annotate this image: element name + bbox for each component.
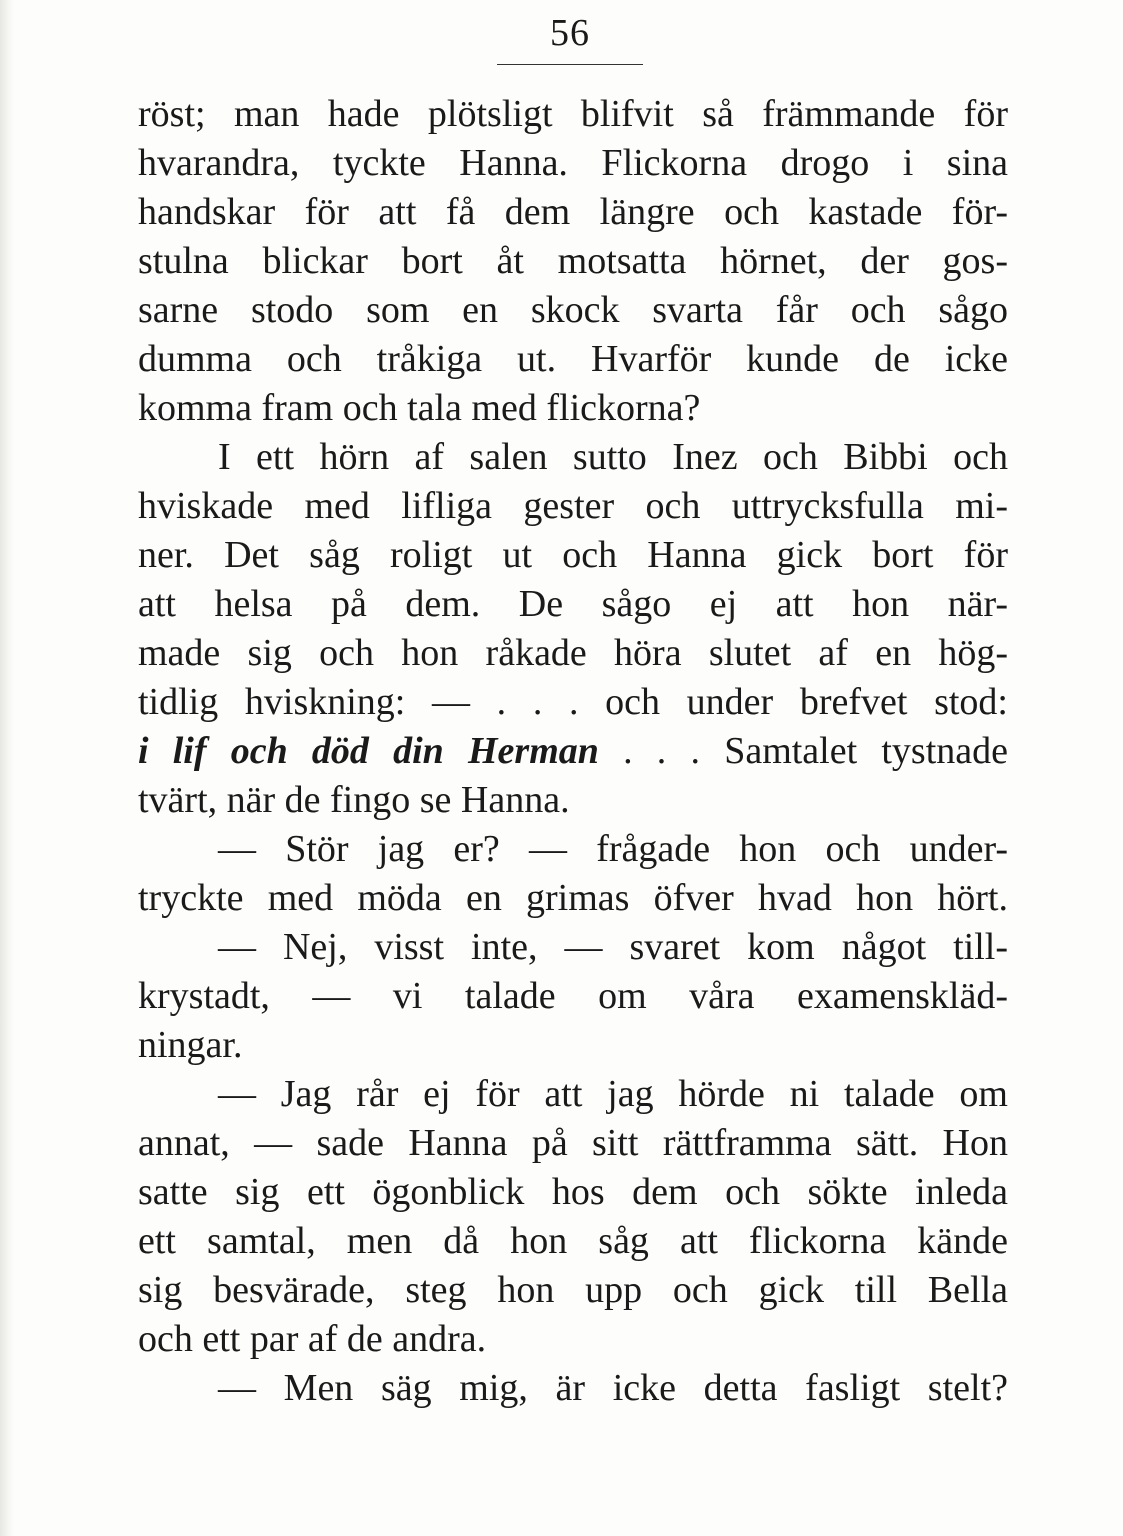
text-line-2: hvarandra, tyckte Hanna. Flickorna drogo i sina [138,142,1008,184]
text-line-1: röst; man hade plötsligt blifvit så främmande för [138,93,1008,135]
text-line-4: stulna blickar bort åt motsatta hörnet, der gos- [138,240,1008,282]
text-line-22: annat, — sade Hanna på sitt rättframma sätt. Hon [138,1122,1008,1164]
text-line-5: sarne stodo som en skock svarta får och sågo [138,289,1008,331]
text-line-19: krystadt, — vi talade om våra examenskläd- [138,975,1008,1017]
text-line-17: tryckte med möda en grimas öfver hvad hon hört. [138,877,1008,919]
text-line-27: — Men säg mig, är icke detta fasligt stelt? [218,1367,1008,1409]
text-line-16: — Stör jag er? — frågade hon och under- [218,828,1008,870]
page-number-rule [497,64,643,65]
text-line-11: att helsa på dem. De sågo ej att hon när- [138,583,1008,625]
text-line-13: tidlig hviskning: — . . . och under brefvet stod: [138,681,1008,723]
text-line-23: satte sig ett ögonblick hos dem och sökte inleda [138,1171,1008,1213]
text-line-9: hviskade med lifliga gester och uttrycksfulla mi- [138,485,1008,527]
text-line-20: ningar. [138,1024,243,1066]
text-line-6: dumma och tråkiga ut. Hvarför kunde de icke [138,338,1008,380]
text-line-14-rest: . . . Samtalet tystnade [598,730,1008,772]
text-line-15: tvärt, när de fingo se Hanna. [138,779,570,821]
text-line-26: och ett par af de andra. [138,1318,487,1360]
text-line-14 [138,727,1008,775]
text-line-25: sig besvärade, steg hon upp och gick till Bella [138,1269,1008,1311]
text-line-10: ner. Det såg roligt ut och Hanna gick bort för [138,534,1008,576]
text-line-12: made sig och hon råkade höra slutet af en hög- [138,632,1008,674]
page-edge-shadow [0,0,14,1536]
text-line-3: handskar för att få dem längre och kastade för- [138,191,1008,233]
text-line-21: — Jag rår ej för att jag hörde ni talade om [218,1073,1008,1115]
text-line-7: komma fram och tala med flickorna? [138,387,701,429]
text-line-24: ett samtal, men då hon såg att flickorna kände [138,1220,1008,1262]
text-line-18: — Nej, visst inte, — svaret kom något till- [218,926,1008,968]
italic-quote: i lif och död din Herman [138,730,599,772]
text-line-8: I ett hörn af salen sutto Inez och Bibbi och [218,436,1008,478]
page-number: 56 [550,12,590,54]
